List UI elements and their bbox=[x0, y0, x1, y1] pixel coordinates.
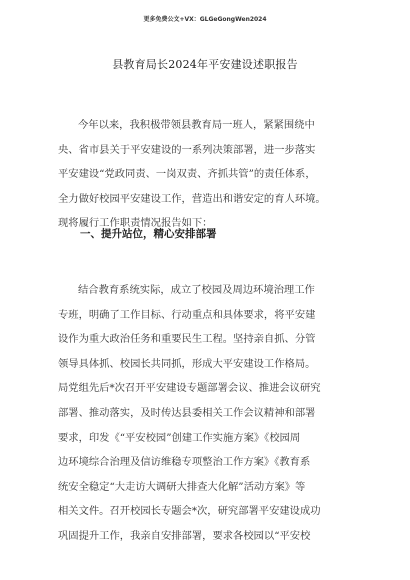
header-note: 更多免费公文+VX：GLGeGongWen2024 bbox=[143, 16, 267, 23]
paragraph-line: 今年以来，我积极带领县教育局一班人，紧紧围绕中 bbox=[78, 119, 315, 131]
paragraph-line: 相关文件。召开校园长专题会*次，研究部署平安建设成功 bbox=[58, 505, 321, 518]
paragraph-line: 领导具体抓、校园长共同抓，形成大平安建设工作格局。 bbox=[58, 357, 316, 370]
section1-paragraph bbox=[58, 278, 362, 549]
paragraph-line: 央、省市县关于平安建设的一系列决策部署，进一步落实 bbox=[58, 143, 316, 156]
paragraph-line: 统安全稳定“大走访大调研大排查大化解”活动方案》等 bbox=[58, 480, 306, 493]
paragraph-line: 部署、推动落实，及时传达县委相关工作会议精神和部署 bbox=[58, 406, 316, 419]
document-title: 县教育局长2024年平安建设述职报告 bbox=[112, 58, 298, 71]
intro-paragraph bbox=[58, 113, 362, 236]
paragraph-line: 巩固提升工作，我亲自安排部署，要求各校园以“平安校 bbox=[58, 529, 311, 542]
paragraph-line: 边环境综合治理及信访维稳专项整治工作方案》《教育系 bbox=[58, 456, 311, 469]
paragraph-line: 专班，明确了工作目标、行动重点和具体要求，将平安建 bbox=[58, 308, 316, 321]
paragraph-line: 现将履行工作职责情况报告如下： bbox=[58, 217, 213, 230]
paragraph-line: 要求，印发《“平安校园”创建工作实施方案》《校园周 bbox=[58, 431, 301, 444]
paragraph-line: 设作为重大政治任务和重要民生工程。坚持亲自抓、分管 bbox=[58, 333, 316, 346]
section-heading: 一、提升站位，精心安排部署 bbox=[80, 228, 217, 240]
paragraph-line: 全力做好校园平安建设工作，营造出和谐安定的育人环境。 bbox=[58, 192, 326, 205]
paragraph-line: 结合教育系统实际，成立了校园及周边环境治理工作 bbox=[78, 284, 315, 296]
paragraph-line: 平安建设“党政同责、一岗双责、齐抓共管”的责任体系， bbox=[58, 168, 316, 181]
paragraph-line: 局党组先后*次召开平安建设专题部署会议、推进会议研究 bbox=[58, 382, 321, 395]
